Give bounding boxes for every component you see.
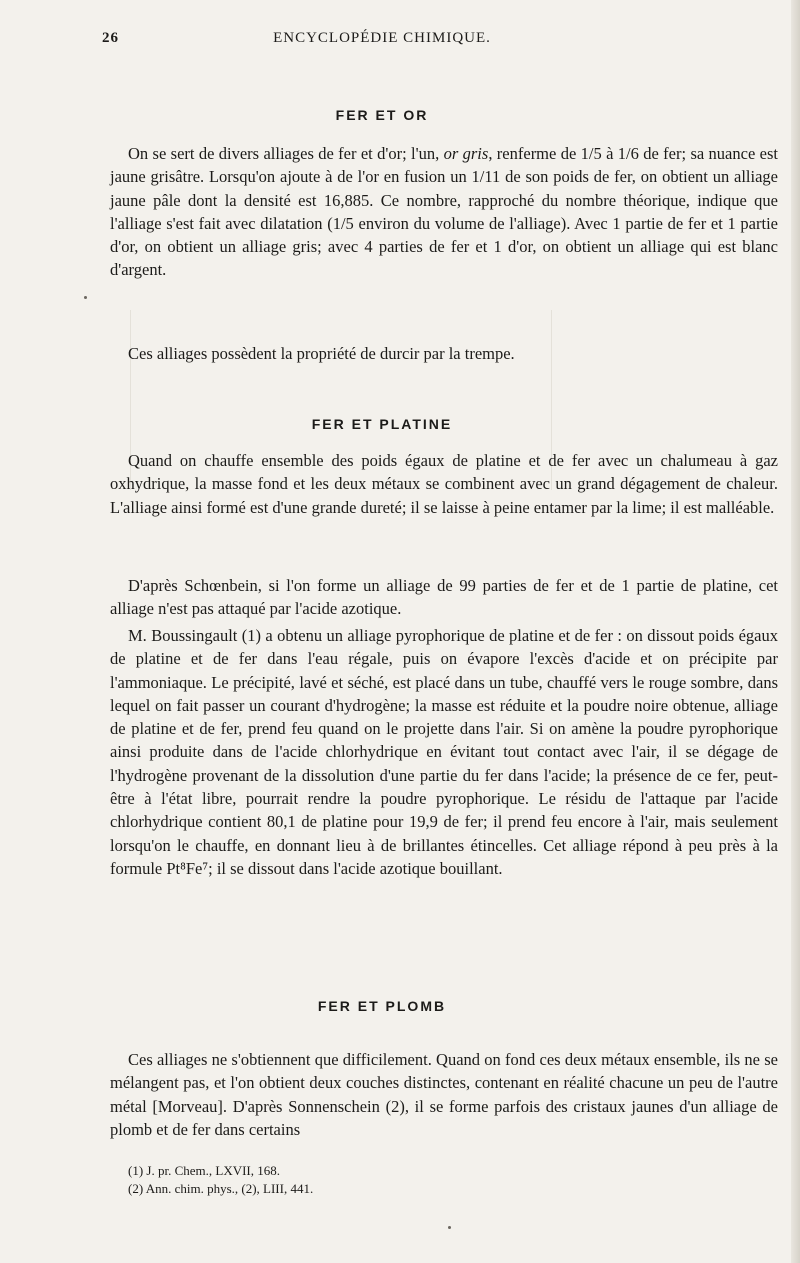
running-title: ENCYCLOPÉDIE CHIMIQUE.: [273, 30, 491, 46]
section-heading-fer-et-or: FER ET OR: [335, 107, 429, 123]
ink-speck: [448, 1226, 451, 1229]
paragraph: M. Boussingault (1) a obtenu un alliage pyrophorique de platine et de fer : on dissout poids égaux de platine et de fer dans l'eau régale, puis on évapore l'excès d'acide et on précipite par l'ammoniaque. Le précipité, lavé et séché, est placé dans un tube, chauffé vers le rouge sombre, dans lequel on fait passer un courant d'hydrogène; la masse est réduite et la poudre noire obtenue, alliage de platine et de fer, prend feu quand on le projette dans l'air. Si on amène la poudre pyrophorique ainsi produite dans de l'acide chlorhydrique en évitant tout contact avec l'air, il se dégage de l'hydrogène provenant de la dissolution d'une partie du fer dans l'acide; la présence de ce fer, peut-être à l'état libre, pourrait rendre la poudre pyrophorique. Le résidu de l'attaque par l'acide chlorhydrique contient 80,1 de platine pour 19,9 de fer; il prend feu encore à l'air, mais seulement lorsqu'on le chauffe, en donnant lieu à de brillantes étincelles. Cet alliage répond à peu près à la formule Pt⁸Fe⁷; il se dissout dans l'acide azotique bouillant.: [110, 626, 778, 878]
paragraph: D'après Schœnbein, si l'on forme un alliage de 99 parties de fer et de 1 partie de platine, cet alliage n'est pas attaqué par l'acide azotique.: [110, 576, 778, 619]
footnote: (1) J. pr. Chem., LXVII, 168.: [128, 1163, 281, 1178]
section-heading-fer-et-platine: FER ET PLATINE: [311, 416, 453, 432]
page-edge: [791, 0, 800, 1263]
paragraph: Ces alliages ne s'obtiennent que difficilement. Quand on fond ces deux métaux ensemble, ils ne se mélangent pas, et l'on obtient deux couches distinctes, contenant en réalité chacune un peu de l'autre métal [Morveau]. D'après Sonnenschein (2), il se forme parfois des cristaux jaunes d'un alliage de plomb et de fer dans certains: [110, 1050, 778, 1139]
section-heading-fer-et-plomb: FER ET PLOMB: [317, 998, 447, 1014]
page-number: 26: [102, 30, 119, 46]
paragraph: Quand on chauffe ensemble des poids égaux de platine et de fer avec un chalumeau à gaz oxhydrique, la masse fond et les deux métaux se combinent avec un grand dégagement de chaleur. L'alliage ainsi formé est d'une grande dureté; il se laisse à peine entamer par la lime; il est malléable.: [110, 451, 778, 517]
paragraph: On se sert de divers alliages de fer et d'or; l'un, or gris, renferme de 1/5 à 1/6 de fer; sa nuance est jaune grisâtre. Lorsqu'on ajoute à de l'or en fusion un 1/11 de son poids de fer, on obtient un alliage jaune pâle dont la densité est 16,885. Ce nombre, rapproché du nombre théorique, indique que l'alliage s'est fait avec dilatation (1/5 environ du volume de l'alliage). Avec 1 partie de fer et 1 partie d'or, on obtient un alliage gris; avec 4 parties de fer et 1 d'or, on obtient un alliage qui est blanc d'argent.: [110, 144, 778, 280]
paragraph: Ces alliages possèdent la propriété de durcir par la trempe.: [128, 344, 515, 363]
footnote: (2) Ann. chim. phys., (2), LIII, 441.: [128, 1181, 314, 1196]
footnotes: [128, 1162, 748, 1198]
ink-speck: [84, 296, 87, 299]
